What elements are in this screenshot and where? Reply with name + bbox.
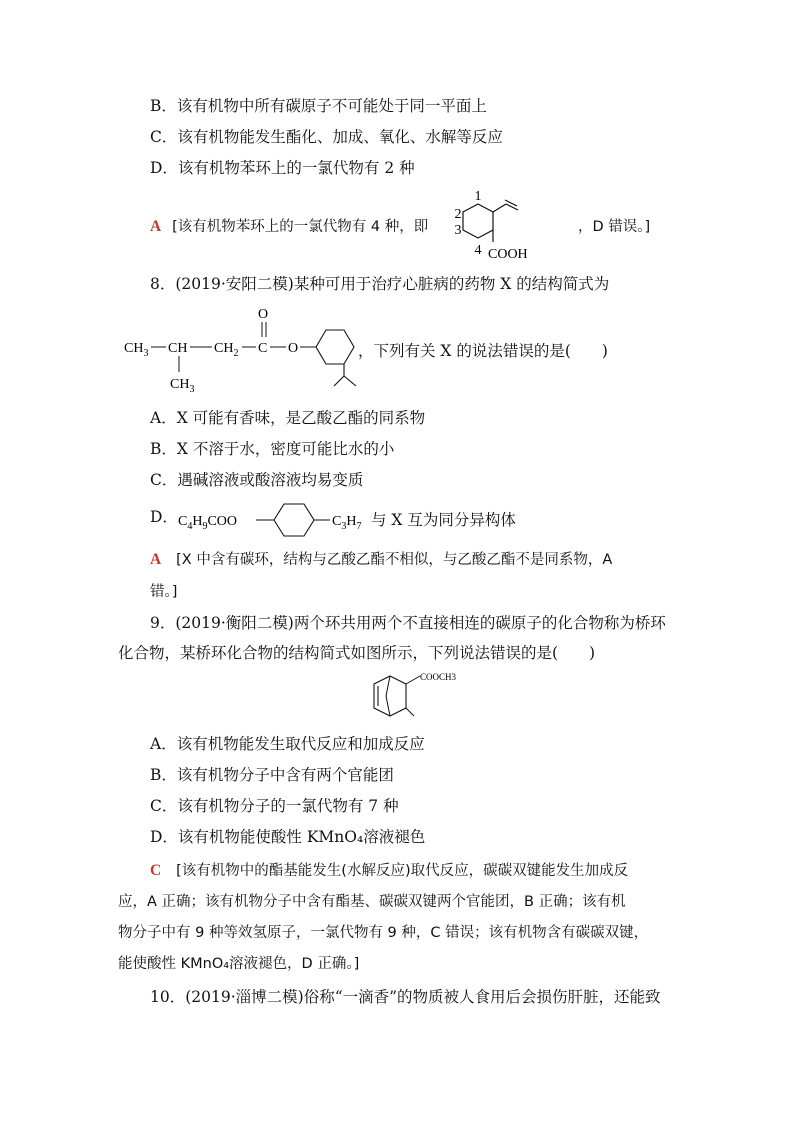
cooch3-label: COOCH3 [420, 672, 457, 682]
q9-answer [150, 863, 628, 879]
svg-text:O: O [258, 307, 269, 322]
q8-option-c: C．遇碱溶液或酸溶液均易变质 [150, 471, 364, 489]
q9-answer-line4: 能使酸性 KMnO₄溶液褪色，D 正确。] [118, 956, 360, 972]
q8-stem: 8．(2019·安阳二模)某种可用于治疗心脏病的药物 X 的结构简式为 [150, 275, 610, 293]
q9-answer-line3: 物分子中有 9 种等效氢原子，一氯代物有 9 种，C 错误；该有机物含有碳碳双键， [118, 925, 649, 941]
q9-answer-line2: 应，A 正确；该有机物分子中含有酯基、碳碳双键两个官能团，B 正确；该有机 [118, 894, 626, 910]
q7-option-b: B．该有机物中所有碳原子不可能处于同一平面上 [150, 97, 487, 115]
position-3-label: 3 [454, 223, 462, 238]
q8-answer [150, 552, 612, 568]
cooh-label: COOH [488, 247, 528, 262]
q9-bridged-ring-structure [360, 670, 480, 733]
answer-letter: C [150, 862, 162, 879]
q8-option-d [150, 510, 178, 526]
answer-text-line1: [该有机物中的酯基能发生(水解反应)取代反应，碳碳双键能发生加成反 [176, 863, 629, 879]
q8-option-b: B．X 不溶于水，密度可能比水的小 [150, 440, 395, 458]
answer-text-pre: [该有机物苯环上的一氯代物有 4 种，即 [172, 219, 429, 235]
position-4-label: 4 [474, 243, 482, 258]
q8-answer-line2: 错。] [150, 584, 178, 600]
q7-option-c: C．该有机物能发生酯化、加成、氧化、水解等反应 [150, 128, 503, 146]
svg-text:CH3: $CH_3$ [170, 377, 195, 395]
q7-option-d: D．该有机物苯环上的一氯代物有 2 种 [150, 159, 415, 177]
q10-stem: 10．(2019·淄博二模)俗称“一滴香”的物质被人食用后会损伤肝脏，还能致 [150, 988, 661, 1006]
q7-answer [150, 219, 428, 235]
q8-option-a: A．X 可能有香味，是乙酸乙酯的同系物 [150, 409, 426, 427]
svg-text:CH3: $CH_3$ [124, 341, 149, 359]
option-d-prefix: D． [150, 508, 178, 526]
svg-text:CH2: $CH_2$ [214, 341, 239, 359]
q9-option-c: C．该有机物分子的一氯代物有 7 种 [150, 797, 399, 815]
q9-option-a: A．该有机物能发生取代反应和加成反应 [150, 735, 425, 753]
svg-text:O: O [288, 341, 299, 356]
answer-letter: A [150, 551, 162, 568]
svg-text:C3H7: $C_3H_7$ [332, 514, 362, 532]
q9-stem-line1: 9．(2019·衡阳二模)两个环共用两个不直接相连的碳原子的化合物称为桥环 [150, 614, 666, 632]
position-1-label: 1 [474, 189, 482, 204]
svg-text:C4H9COO: $C_4H_9COO$ [178, 514, 238, 532]
q9-option-d: D．该有机物能使酸性 KMnO₄溶液褪色 [150, 828, 426, 846]
q7-structure-diagram [448, 188, 578, 271]
answer-letter: A [150, 218, 162, 235]
answer-text-line1: [X 中含有碳环，结构与乙酸乙酯不相似，与乙酸乙酯不是同系物，A [176, 552, 613, 568]
svg-text:C: C [258, 341, 268, 356]
q7-answer-post: ，D 错误。] [578, 219, 651, 235]
q8-structure-formula [118, 300, 378, 405]
q9-option-b: B．该有机物分子中含有两个官能团 [150, 766, 394, 784]
q8-option-d-structure [176, 496, 376, 547]
position-2-label: 2 [454, 207, 462, 222]
svg-text:CH: CH [168, 341, 188, 356]
q8-stem-after: ，下列有关 X 的说法错误的是( ) [358, 342, 608, 360]
q9-stem-line2: 化合物，某桥环化合物的结构简式如图所示，下列说法错误的是( ) [118, 644, 596, 662]
q8-option-d-post: 与 X 互为同分异构体 [371, 511, 516, 529]
